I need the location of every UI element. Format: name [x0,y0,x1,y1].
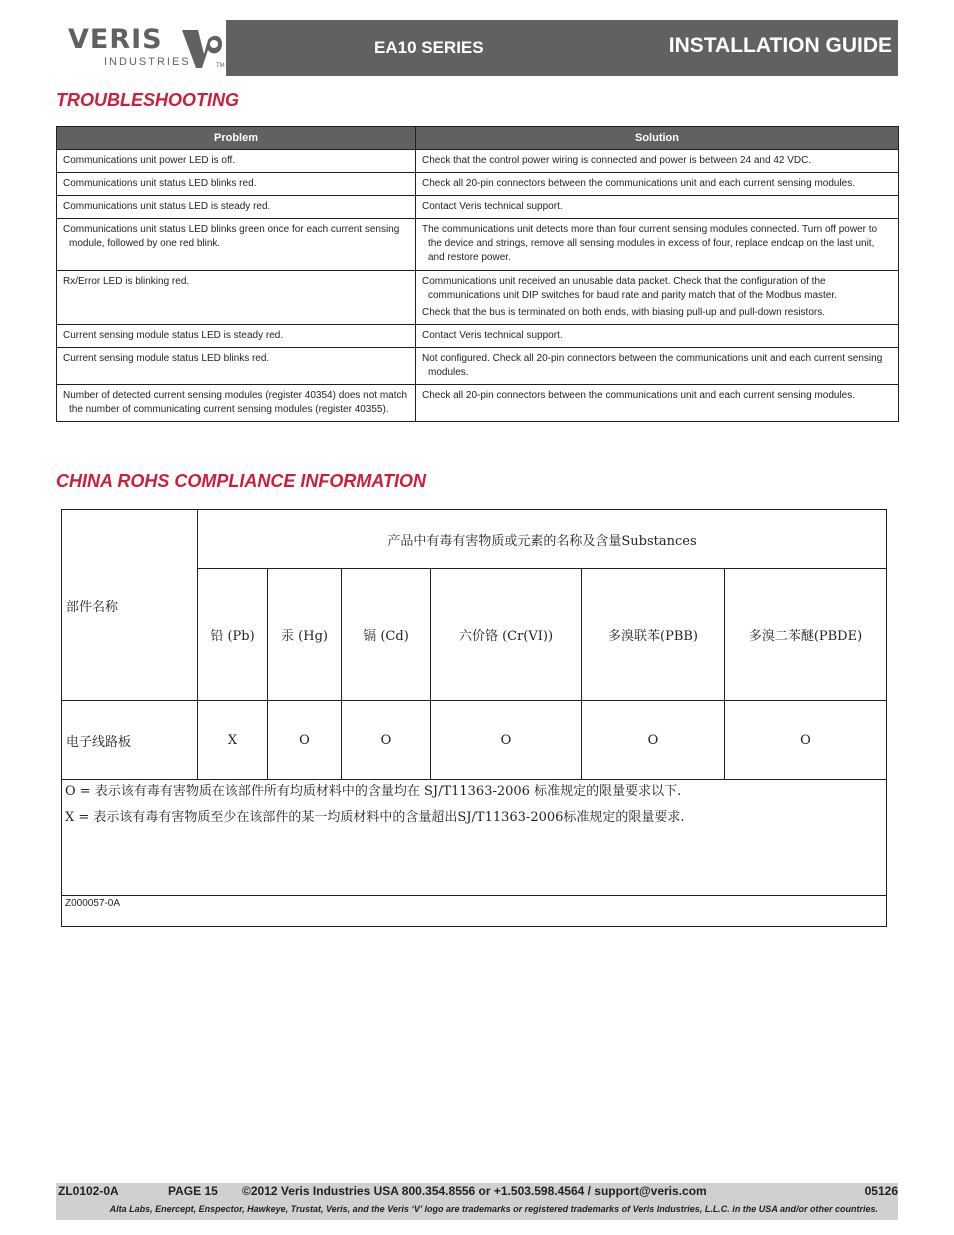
grid-line [62,895,886,896]
footer-copyright: ©2012 Veris Industries USA 800.354.8556 or +1.503.598.4564 / support@veris.com [242,1184,707,1198]
value-cell-pbde: O [800,732,811,748]
table-row [57,385,899,422]
troubleshooting-title: TROUBLESHOOTING [56,90,239,110]
solution-cell: Contact Veris technical support. [416,325,899,348]
footer-page-number: PAGE 15 [168,1184,218,1198]
solution-cell: Check that the control power wiring is connected and power is between 24 and 42 VDC. [416,150,899,173]
rohs-title: CHINA ROHS COMPLIANCE INFORMATION [56,471,426,491]
value-cell-cd: O [380,732,392,748]
problem-column-header: Problem [57,127,416,150]
substance-header-hg: 汞 (Hg) [281,629,328,644]
problem-cell: Communications unit status LED is steady red. [57,196,416,219]
problem-cell: Communications unit power LED is off. [57,150,416,173]
solution-cell: Contact Veris technical support. [416,196,899,219]
substances-header-text: 产品中有毒有害物质或元素的名称及含量Substances [387,533,697,549]
value-cell-pbb: O [647,732,659,748]
problem-cell: Number of detected current sensing modules (register 40354) does not match the number of communicating current sensing modules (register 40355). [57,385,416,422]
footer-doc-id: ZL0102-0A [58,1184,119,1198]
substance-header-pb: 铅 (Pb) [210,629,255,644]
trademark-mark: TM [216,63,225,69]
part-name-header [66,510,196,700]
solution-cell: Not configured. Check all 20-pin connectors between the communications unit and each current sensing modules. [416,348,899,385]
doc-type-label: INSTALLATION GUIDE [668,34,892,57]
problem-cell: Communications unit status LED blinks red. [57,173,416,196]
document-code: Z000057-0A [65,898,121,909]
troubleshooting-table [56,126,899,422]
problem-cell: Rx/Error LED is blinking red. [57,271,416,325]
problem-cell: Communications unit status LED blinks green once for each current sensing module, followed by one red blink. [57,219,416,271]
rohs-table [61,509,887,927]
solution-cell: Communications unit received an unusable data packet. Check that the configuration of the communications unit DIP switches for baud rate and parity match that of the Modbus master. Check that the bus is terminated on both ends, with biasing pull-up and pull-down resistors. [416,271,899,325]
value-cell-cr6: O [500,732,512,748]
table-row [57,271,899,325]
table-row [57,173,899,196]
series-label: EA10 SERIES [374,38,484,57]
logo-wordmark: VERIS [68,24,163,55]
substance-header-pbde: 多溴二苯醚(PBDE) [748,629,863,644]
value-cell-hg: O [299,732,310,748]
part-name-header-text: 部件名称 [66,599,119,615]
solution-cell: The communications unit detects more than four current sensing modules connected. Turn off power to the device and strings, remove all sensing modules in excess of four, replace endcap on the last unit, and restore power. [416,219,899,271]
logo-subtitle: INDUSTRIES [104,56,191,68]
solution-cell: Check all 20-pin connectors between the communications unit and each current sensing modules. [416,385,899,422]
table-row [57,150,899,173]
note-x: X = 表示该有毒有害物质至少在该部件的某一均质材料中的含量超出SJ/T11363-2006标准规定的限量要求. [65,810,685,825]
value-cell-pb: X [227,732,238,748]
note-o: O = 表示该有毒有害物质在该部件所有均质材料中的含量均在 SJ/T11363-2006 标准规定的限量要求以下. [65,784,682,799]
substance-header-cd: 镉 (Cd) [363,629,409,644]
table-row [57,348,899,385]
table-row [57,219,899,271]
page-footer [56,1183,898,1220]
page-header [56,20,898,76]
veris-logo [56,20,226,76]
footer-number: 05126 [864,1184,898,1198]
solution-column-header: Solution [416,127,899,150]
table-row [57,325,899,348]
substances-header [198,510,886,568]
table-row [57,196,899,219]
solution-cell: Check all 20-pin connectors between the communications unit and each current sensing modules. [416,173,899,196]
problem-cell: Current sensing module status LED blinks red. [57,348,416,385]
substance-header-pbb: 多溴联苯(PBB) [608,629,698,644]
table-header-row [57,127,899,150]
problem-cell: Current sensing module status LED is steady red. [57,325,416,348]
part-name-cell: 电子线路板 [66,734,132,750]
footer-trademark: Alta Labs, Enercept, Enspector, Hawkeye, Trustat, Veris, and the Veris ‘V’ logo are trademarks or registered trademarks of Veris Industries, L.L.C. in the USA and/or other countries. [109,1204,878,1214]
substance-header-cr6: 六价铬 (Cr(VI)) [458,629,554,644]
